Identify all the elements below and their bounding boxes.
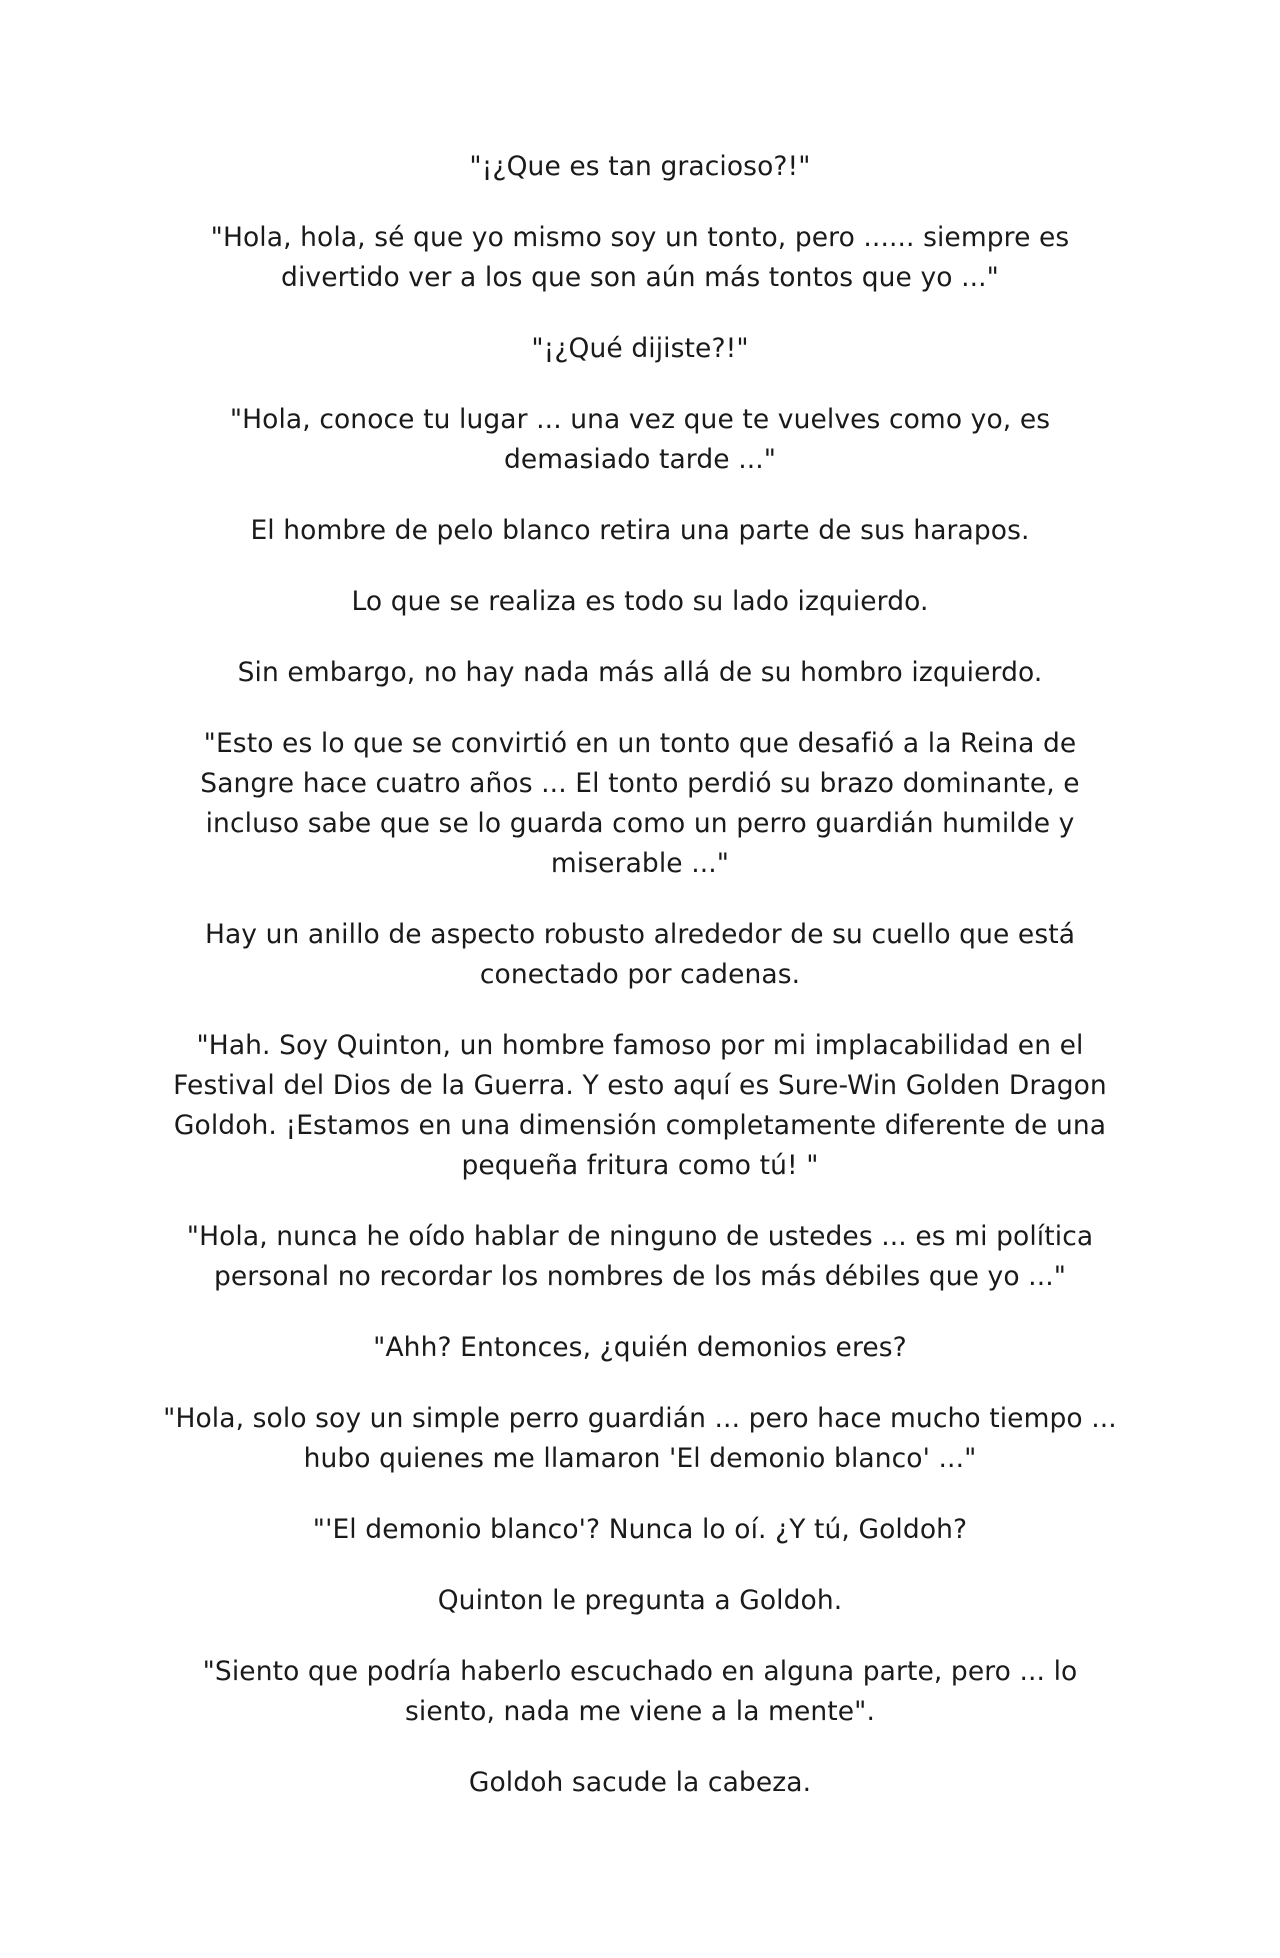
paragraph-17: Goldoh sacude la cabeza. xyxy=(468,1767,812,1798)
paragraph-14: "'El demonio blanco'? Nunca lo oí. ¿Y tú, Goldoh? xyxy=(312,1514,968,1545)
paragraph-2: "Hola, hola, sé que yo mismo soy un tonto, pero ...... siempre es divertido ver a los que son aún más tontos que yo ..." xyxy=(210,222,1070,293)
paragraph-7: Sin embargo, no hay nada más allá de su hombro izquierdo. xyxy=(237,657,1043,688)
paragraph-1: "¡¿Que es tan gracioso?!" xyxy=(469,151,811,182)
paragraph-16: "Siento que podría haberlo escuchado en alguna parte, pero ... lo siento, nada me viene a la mente". xyxy=(202,1656,1078,1727)
paragraph-12: "Ahh? Entonces, ¿quién demonios eres? xyxy=(373,1332,907,1363)
paragraph-9: Hay un anillo de aspecto robusto alrededor de su cuello que está conectado por cadenas. xyxy=(204,919,1076,990)
paragraph-6: Lo que se realiza es todo su lado izquierdo. xyxy=(351,586,929,617)
paragraph-13: "Hola, solo soy un simple perro guardián ... pero hace mucho tiempo ... hubo quienes me llamaron 'El demonio blanco' ..." xyxy=(163,1403,1117,1474)
paragraph-3: "¡¿Qué dijiste?!" xyxy=(531,333,749,364)
paragraph-8: "Esto es lo que se convirtió en un tonto que desafió a la Reina de Sangre hace cuatro años ... El tonto perdió su brazo dominante, e incluso sabe que se lo guarda como un perro guardián humilde y miserable ..." xyxy=(200,728,1080,879)
paragraph-10: "Hah. Soy Quinton, un hombre famoso por mi implacabilidad en el Festival del Dios de la Guerra. Y esto aquí es Sure-Win Golden Dragon Goldoh. ¡Estamos en una dimensión completamente diferente de una pequeña fritura como tú! " xyxy=(173,1030,1107,1181)
paragraph-5: El hombre de pelo blanco retira una parte de sus harapos. xyxy=(250,515,1030,546)
paragraph-15: Quinton le pregunta a Goldoh. xyxy=(437,1585,843,1616)
story-text xyxy=(160,147,1120,1803)
paragraph-11: "Hola, nunca he oído hablar de ninguno de ustedes ... es mi política personal no recordar los nombres de los más débiles que yo ..." xyxy=(186,1221,1094,1292)
paragraph-4: "Hola, conoce tu lugar ... una vez que te vuelves como yo, es demasiado tarde ..." xyxy=(229,404,1051,475)
